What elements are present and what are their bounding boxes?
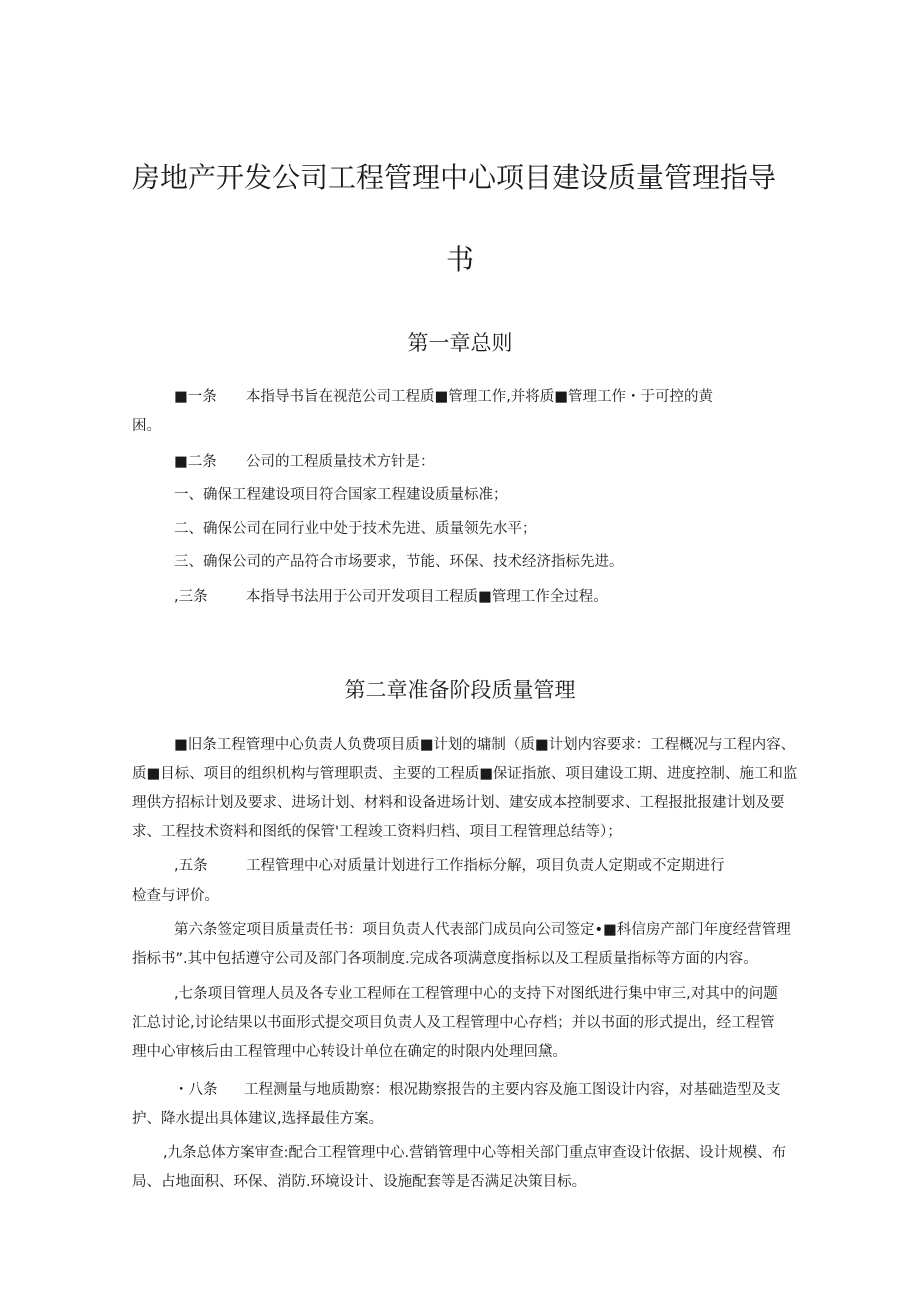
article-9-line-1: ,九条总体方案审查:配合工程管理中心.营销管理中心等相关部门重点审查设计依据、设计规模、布 [163, 1145, 787, 1161]
article-5-label: ,五条 [174, 858, 208, 874]
article-9-line-2: 局、占地面积、环保、消防.环境设计、设施配套等是否满足决策目标。 [132, 1174, 587, 1190]
article-1-label: ■一条 [174, 389, 217, 405]
policy-item-3: 三、确保公司的产品符合市场要求，节能、环保、技术经济指标先进。 [174, 554, 624, 570]
article-4-line-2: 质■目标、项目的组织机构与管理职责、主要的工程质■保证指旅、项目建设工期、进度控制、施工和监 [132, 766, 798, 782]
article-1-text: 本指导书旨在视范公司工程质■管理工作,并将质■管理工作・于可控的黄 [246, 389, 714, 405]
article-4-line-4: 求、工程技术资料和图纸的保管'工程竣工资料归档、项目工程管理总结等）； [132, 824, 622, 840]
chapter-1-heading: 第一章总则 [407, 331, 513, 355]
document-title: 房地产开发公司工程管理中心项目建设质量管理指导 [132, 161, 777, 194]
article-5-continued: 检查与评价。 [132, 888, 219, 904]
article-5-text: 工程管理中心对质量计划进行工作指标分解，项目负责人定期或不定期进行 [246, 858, 725, 874]
article-2-text: 公司的工程质量技术方针是： [246, 454, 435, 470]
article-1-continued: 困。 [132, 418, 161, 434]
policy-item-1: 一、确保工程建设项目符合国家工程建设质量标准； [174, 487, 508, 503]
article-4-line-3: 理供方招标计划及要求、进场计划、材料和设备进场计划、建安成本控制要求、工程报批报建计划及要 [132, 795, 785, 811]
article-8-continued: 护、降水提出具体建议,选择最佳方案。 [132, 1111, 384, 1127]
article-8-label: ・八条 [174, 1082, 218, 1098]
article-6-line-2: 指标书”.其中包括遵守公司及部门各项制度.完成各项满意度指标以及工程质量指标等方面的内容。 [132, 951, 758, 967]
article-3-label: ,三条 [174, 589, 208, 605]
article-6-line-1: 第六条签定项目质量责任书：项目负责人代表部门成员向公司签定•■科信房产部门年度经营管理 [174, 922, 791, 938]
policy-item-2: 二、确保公司在同行业中处于技术先进、质量领先水平； [174, 521, 537, 537]
article-3-text: 本指导书法用于公司开发项目工程质■管理工作全过程。 [246, 589, 608, 605]
chapter-2-heading: 第二章准备阶段质量管理 [344, 678, 576, 702]
document-title-continued: 书 [445, 243, 474, 276]
article-2-label: ■二条 [174, 454, 217, 470]
article-7-line-2: 汇总讨论,讨论结果以书面形式提交项目负责人及工程管理中心存档；并以书面的形式提出，经工程管 [132, 1015, 775, 1031]
article-7-line-1: ,七条项目管理人员及各专业工程师在工程管理中心的支持下对图纸进行集中审三,对其中的问题 [174, 986, 778, 1002]
article-8-text: 工程测量与地质勘察：根况勘察报告的主要内容及施工图设计内容，对基础造型及支 [244, 1082, 781, 1098]
article-7-line-3: 理中心审核后由工程管理中心转设计单位在确定的时限内处理回黛。 [132, 1044, 567, 1060]
article-4-line-1: ■旧条工程管理中心负责人负费项目质■计划的墉制（质■计划内容要求：工程概况与工程内容、 [174, 737, 796, 753]
